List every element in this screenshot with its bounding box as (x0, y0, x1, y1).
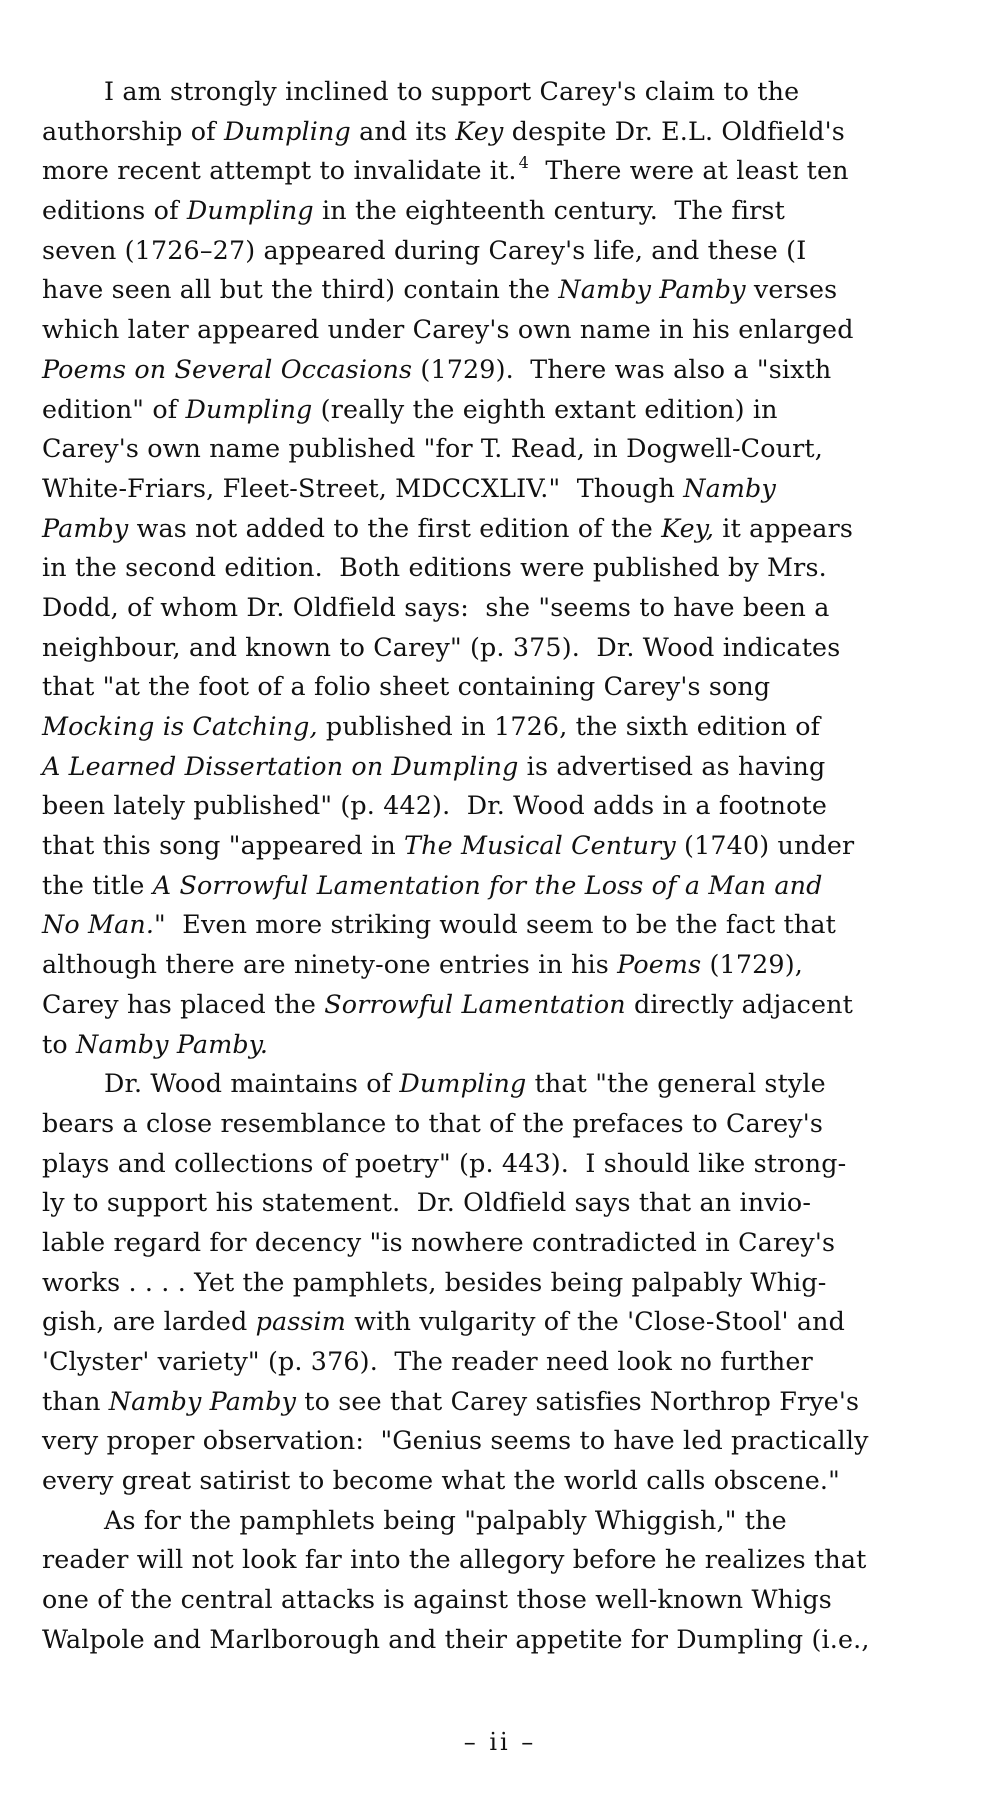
text-line (42, 1421, 982, 1461)
text-segment: to see that Carey satisfies Northrop Frye's (296, 1385, 860, 1416)
footnote-marker: 4 (518, 153, 529, 173)
text-line (42, 231, 982, 271)
text-segment: (1729). There was also a "sixth (412, 353, 832, 384)
italic-title: passim (255, 1306, 347, 1337)
text-line (42, 112, 982, 152)
text-line (42, 151, 982, 191)
text-segment: despite Dr. E.L. Oldfield's (503, 115, 845, 146)
text-segment: very proper observation: "Genius seems to have led practically (42, 1425, 869, 1456)
text-line (42, 826, 982, 866)
text-segment: editions of (42, 195, 187, 226)
italic-title: Sorrowful Lamentation (324, 988, 626, 1019)
text-line (42, 667, 982, 707)
text-line (42, 390, 982, 430)
text-segment: is advertised as having (518, 750, 826, 781)
text-segment: edition" of (42, 393, 186, 424)
text-line (42, 1461, 982, 1501)
text-segment: that this song "appeared in (42, 830, 405, 861)
italic-title: A Learned Dissertation on Dumpling (42, 750, 519, 781)
text-line (42, 548, 982, 588)
text-segment: plays and collections of poetry" (p. 443). I should like strong- (42, 1147, 847, 1178)
text-line (42, 628, 982, 668)
text-line (42, 429, 982, 469)
text-line (42, 1501, 982, 1541)
text-segment: Walpole and Marlborough and their appetite for Dumpling (i.e., (42, 1623, 870, 1654)
text-line (42, 747, 982, 787)
text-segment: White-Friars, Fleet-Street, MDCCXLIV." Though (42, 472, 684, 503)
text-segment: with vulgarity of the 'Close-Stool' and (346, 1306, 845, 1337)
italic-title: Key (455, 115, 504, 146)
text-segment: (really the eighth extant edition) in (312, 393, 778, 424)
italic-title: Pamby (42, 512, 129, 543)
text-segment: seven (1726–27) appeared during Carey's life, and these (I (42, 234, 807, 265)
text-segment: to (42, 1028, 76, 1059)
italic-title: Namby Pamby (558, 274, 746, 305)
text-segment: it appears (714, 512, 854, 543)
page-number: – ii – (463, 1728, 537, 1756)
text-line (42, 1144, 982, 1184)
text-segment: bears a close resemblance to that of the prefaces to Carey's (42, 1107, 824, 1138)
text-segment: Dr. Wood maintains of (104, 1068, 400, 1099)
text-segment: than (42, 1385, 109, 1416)
text-segment: " Even more striking would seem to be the fact that (154, 909, 836, 940)
text-segment: 'Clyster' variety" (p. 376). The reader need look no further (42, 1346, 813, 1376)
text-line (42, 1263, 982, 1303)
text-segment: works . . . . Yet the pamphlets, besides being palpably Whig- (42, 1266, 827, 1297)
text-line (42, 905, 982, 945)
italic-title: A Sorrowful Lamentation for the Loss of a Man and (152, 869, 823, 900)
body-text (42, 72, 982, 1660)
text-segment: that "at the foot of a folio sheet containing Carey's song (42, 671, 771, 702)
italic-title: Poems on Several Occasions (42, 353, 413, 384)
italic-title: Namby (683, 472, 776, 503)
text-line (42, 1064, 982, 1104)
italic-title: Poems (617, 949, 702, 980)
text-segment: every great satirist to become what the world calls obscene." (42, 1465, 840, 1496)
text-line (42, 786, 982, 826)
text-line (42, 72, 982, 112)
text-line (42, 1580, 982, 1620)
text-line (42, 1540, 982, 1580)
text-segment: lable regard for decency "is nowhere contradicted in Carey's (42, 1226, 836, 1257)
text-line (42, 707, 982, 747)
text-line (42, 866, 982, 906)
text-line (42, 1104, 982, 1144)
text-segment: more recent attempt to invalidate it. (42, 155, 517, 186)
text-line (42, 985, 982, 1025)
italic-title: Namby Pamby. (75, 1028, 269, 1059)
text-segment: Carey has placed the (42, 988, 325, 1019)
italic-title: Dumpling (185, 393, 313, 424)
text-segment: authorship of (42, 115, 224, 146)
text-line (42, 945, 982, 985)
text-line (42, 1382, 982, 1422)
text-segment: gish, are larded (42, 1306, 256, 1337)
text-line (42, 1302, 982, 1342)
text-segment: directly adjacent (625, 988, 853, 1019)
text-line (42, 588, 982, 628)
text-line (42, 1183, 982, 1223)
italic-title: Mocking is Catching, (42, 711, 318, 741)
text-segment: verses (745, 274, 838, 305)
italic-title: No Man. (42, 909, 155, 940)
text-segment: As for the pamphlets being "palpably Whiggish," the (104, 1504, 787, 1535)
text-segment: ly to support his statement. Dr. Oldfield says that an invio- (42, 1187, 812, 1218)
text-line (42, 191, 982, 231)
italic-title: Dumpling (186, 195, 314, 226)
text-segment: have seen all but the third) contain the (42, 274, 559, 305)
text-segment: (1729), (701, 949, 803, 980)
text-segment: although there are ninety-one entries in his (42, 949, 618, 980)
italic-title: Dumpling (399, 1068, 527, 1099)
text-segment: There were at least ten (528, 155, 849, 186)
text-segment: been lately published" (p. 442). Dr. Wood adds in a footnote (42, 790, 828, 821)
text-segment: Carey's own name published "for T. Read, in Dogwell-Court, (42, 433, 823, 464)
text-segment: Dodd, of whom Dr. Oldfield says: she "seems to have been a (42, 591, 830, 622)
text-segment: in the second edition. Both editions were published by Mrs. (42, 552, 827, 583)
italic-title: Dumpling (223, 115, 351, 146)
text-segment: one of the central attacks is against those well-known Whigs (42, 1584, 832, 1615)
text-segment: I am strongly inclined to support Carey's claim to the (104, 76, 800, 106)
text-segment: which later appeared under Carey's own name in his enlarged (42, 314, 854, 345)
text-segment: neighbour, and known to Carey" (p. 375). Dr. Wood indicates (42, 631, 841, 662)
text-line (42, 310, 982, 350)
text-line (42, 469, 982, 509)
text-line (42, 509, 982, 549)
text-line (42, 1620, 982, 1660)
text-segment: the title (42, 869, 153, 900)
text-segment: that "the general style (526, 1068, 826, 1099)
italic-title: The Musical Century (404, 830, 676, 861)
text-line (42, 1223, 982, 1263)
text-line (42, 1342, 982, 1382)
text-segment: published in 1726, the sixth edition of (317, 711, 821, 741)
text-line (42, 1025, 982, 1065)
text-segment: (1740) under (675, 830, 855, 861)
text-line (42, 270, 982, 310)
text-segment: was not added to the first edition of the (128, 512, 662, 543)
text-segment: and its (350, 115, 456, 146)
text-segment: reader will not look far into the allegory before he realizes that (42, 1544, 867, 1575)
text-segment: in the eighteenth century. The first (313, 195, 785, 226)
text-line (42, 350, 982, 390)
italic-title: Namby Pamby (108, 1385, 297, 1416)
italic-title: Key, (661, 512, 715, 543)
